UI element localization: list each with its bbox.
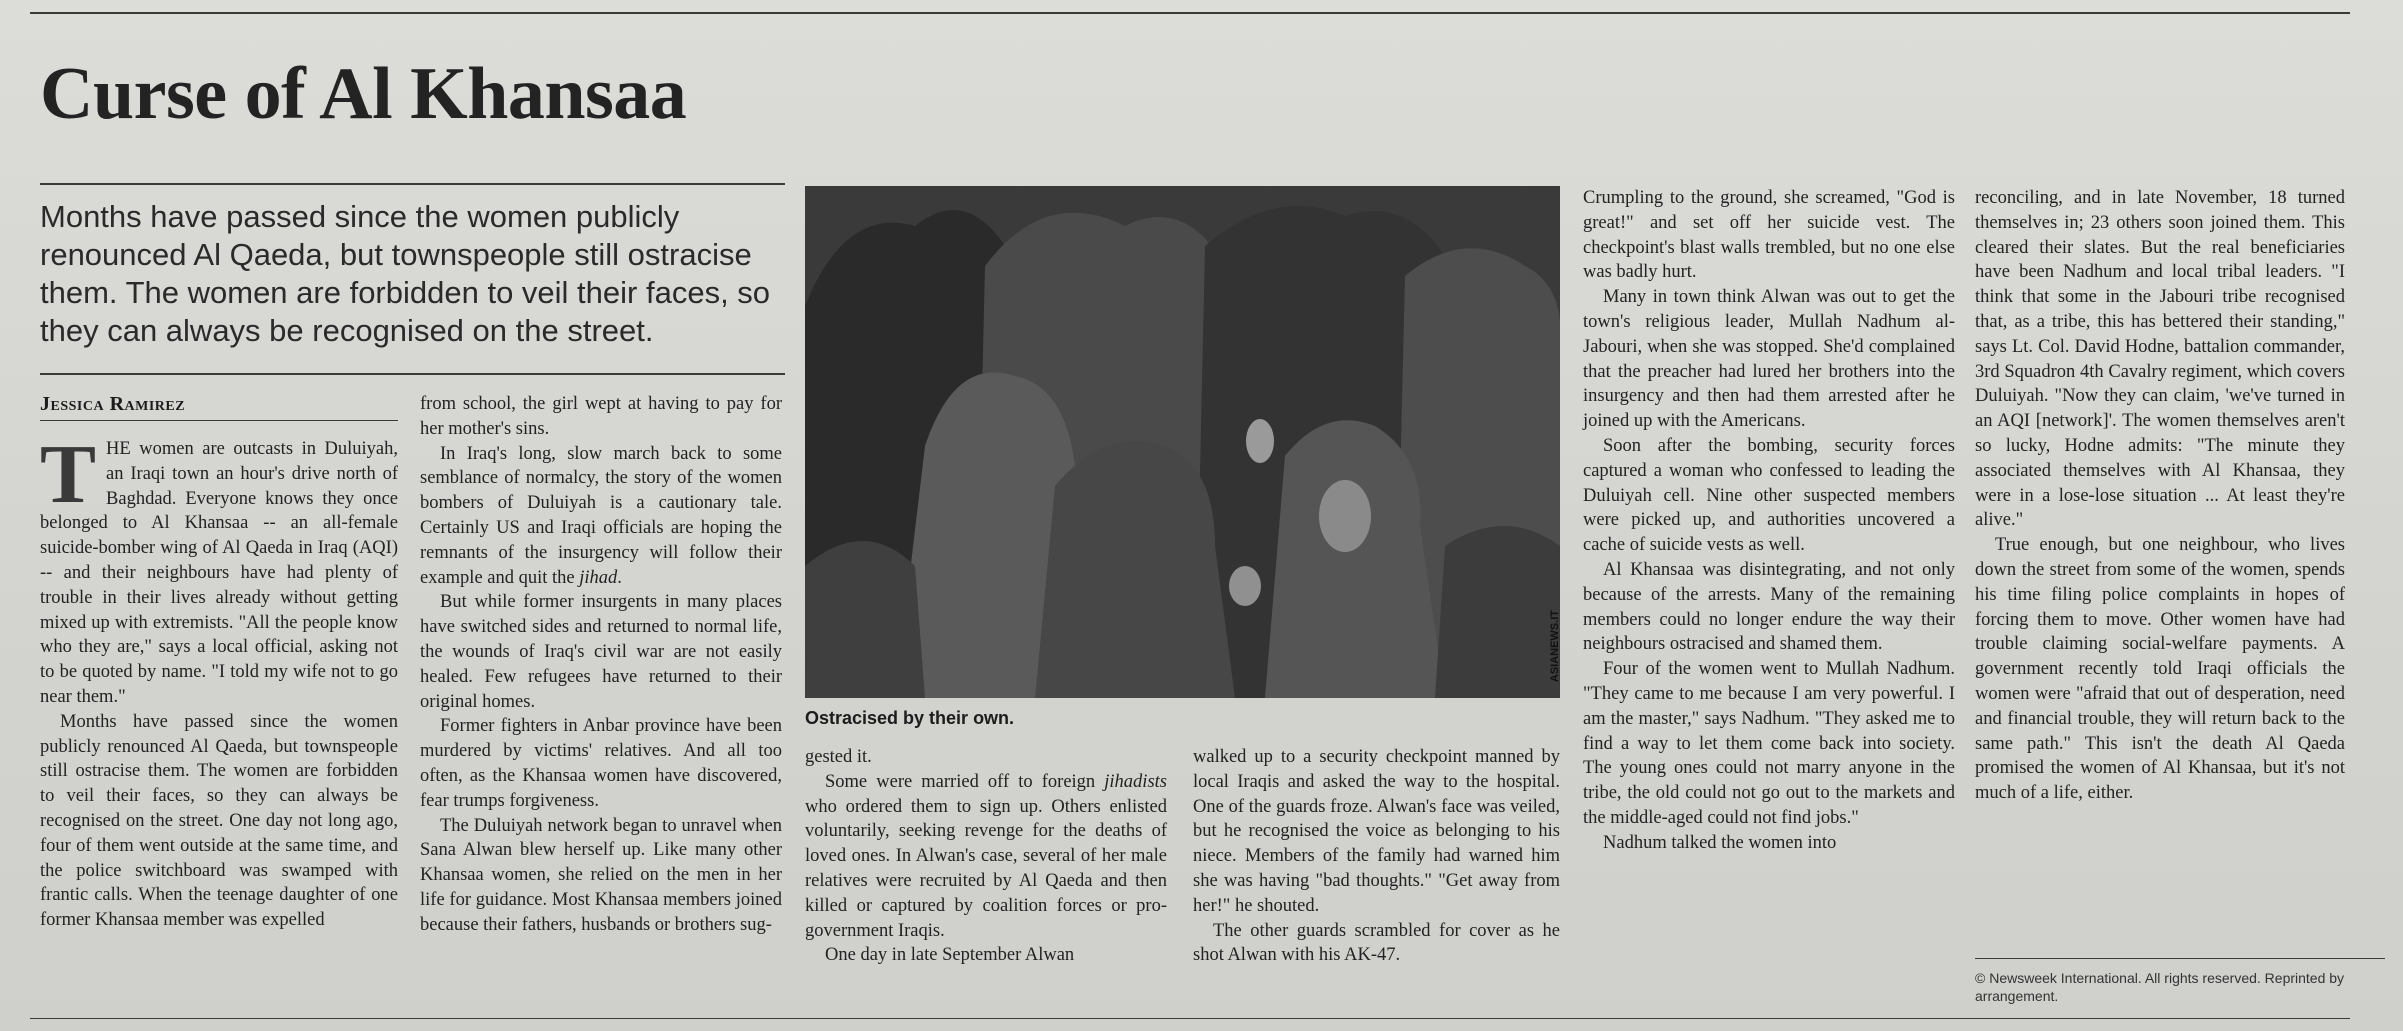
copyright-rule <box>1975 958 2385 959</box>
column-5-paragraph-6: Nadhum talked the women into <box>1603 832 1837 853</box>
column-5 <box>1583 186 1955 856</box>
photo-veiled-women <box>805 186 1560 698</box>
column-5-paragraph-2: Many in town think Alwan was out to get the town's religious leader, Mullah Nadhum al-Jabouri, when she was stopped. She'd complained that the preacher had lured her brothers into the insurgency and then had them arrested after he joined up with the Americans. <box>1583 287 1955 432</box>
column-3-paragraph-2 <box>805 770 1167 944</box>
column-3-paragraph-1: gested it. <box>805 747 872 767</box>
column-5-paragraph-4: Al Khansaa was disintegrating, and not only because of the arrests. Many of the remaining members could no longer endure the way their neighbours ostracised and shamed them. <box>1583 559 1955 655</box>
deck-top-rule <box>40 183 785 185</box>
column-2 <box>420 392 782 938</box>
headline: Curse of Al Khansaa <box>40 53 687 135</box>
byline-rule <box>40 420 398 421</box>
column-5-paragraph-5: Four of the women went to Mullah Nadhum. "They came to me because I am very powerful. I am the master," says Nadhum. "They asked me to find a way to let them come back into society. The young ones could not marry anyone in the tribe, the old could not go out to the markets and the middle-aged could not find jobs." <box>1583 659 1955 828</box>
bottom-rule <box>30 1018 2350 1019</box>
column-3 <box>805 745 1167 968</box>
column-6-paragraph-1: reconciling, and in late November, 18 turned themselves in; 23 others soon joined them. This cleared their slates. But the real beneficiaries have been Nadhum and local tribal leaders. "I think that some in the Jabouri tribe recognised that, as a tribe, this has bettered their standing," says Lt. Col. David Hodne, battalion commander, 3rd Squadron 4th Cavalry regiment, which covers Duluiyah. "Now they can claim, 'we've turned in an AQI [network]'. The women themselves aren't so lucky, Hodne admits: "The minute they associated themselves with Al Khansaa, they were in a lose-lose situation ... At least they're alive." <box>1975 188 2345 531</box>
column-4-paragraph-2: The other guards scrambled for cover as he shot Alwan with his AK-47. <box>1193 920 1560 966</box>
column-2-paragraph-2 <box>420 442 782 591</box>
column-1 <box>40 428 398 933</box>
column-3-text-2c: who ordered them to sign up. Others enlisted voluntarily, seeking revenge for the deaths of loved ones. In Alwan's case, several of her male relatives were recruited by Al Qaeda and then killed or captured by coalition forces or pro-government Iraqis. <box>805 796 1167 941</box>
photo-credit: ASIANEWS.IT <box>1549 610 1561 683</box>
column-2-paragraph-3: But while former insurgents in many places have switched sides and returned to normal life, the wounds of Iraq's civil war are not easily healed. Few refugees have returned to their original homes. <box>420 592 782 712</box>
photo-caption: Ostracised by their own. <box>805 708 1015 728</box>
column-2-paragraph-5: The Duluiyah network began to unravel when Sana Alwan blew herself up. Like many other Khansaa women, she relied on the men in her life for guidance. Most Khansaa members joined because their fathers, husbands or brothers sug- <box>420 815 782 935</box>
column-6-paragraph-2: True enough, but one neighbour, who lives down the street from some of the women, spends his time filing police complaints in hopes of forcing them to move. Other women have had trouble claiming social-welfare payments. A government recently told Iraqi officials the women were "afraid that out of desperation, need and financial trouble, they will return back to the same path." This isn't the death Al Qaeda promised the women of Al Khansaa, but it's not much of a life, either. <box>1975 535 2345 804</box>
top-rule <box>30 12 2350 14</box>
drop-cap: T <box>40 428 97 521</box>
column-4-paragraph-1: walked up to a security checkpoint manned by local Iraqis and asked the way to the hospital. One of the guards froze. Alwan's face was veiled, but he recognised the voice as belonging to his niece. Members of the family had warned him she was having "bad thoughts." "Get away from her!" he shouted. <box>1193 747 1560 916</box>
column-4 <box>1193 745 1560 968</box>
column-5-paragraph-3: Soon after the bombing, security forces captured a woman who confessed to leading the Duluiyah cell. Nine other suspected members were picked up, and authorities uncovered a cache of suicide vests as well. <box>1583 435 1955 556</box>
column-5-paragraph-1: Crumpling to the ground, she screamed, "God is great!" and set off her suicide vest. The checkpoint's blast walls trembled, but no one else was badly hurt. <box>1583 188 1955 283</box>
byline: Jessica Ramirez <box>40 393 186 415</box>
column-1-paragraph-1 <box>40 428 398 710</box>
column-3-text-2a: Some were married off to foreign <box>825 771 1105 792</box>
column-2-paragraph-4: Former fighters in Anbar province have been murdered by victims' relatives. And all too often, as the Khansaa women have discovered, fear trumps forgiveness. <box>420 716 782 811</box>
deck: Months have passed since the women publicly renounced Al Qaeda, but townspeople still ostracise them. The women are forbidden to veil their faces, so they can always be recognised on the street. <box>40 199 771 348</box>
column-2-text-2a: In Iraq's long, slow march back to some semblance of normalcy, the story of the women bombers of Duluiyah is a cautionary tale. Certainly US and Iraqi officials are hoping the remnants of the insurgency will follow their example and quit the <box>420 443 782 588</box>
column-2-text-2c: . <box>617 567 622 588</box>
column-1-text-1: HE women are outcasts in Duluiyah, an Iraqi town an hour's drive north of Baghdad. Everyone knows they once belonged to Al Khansaa -- an all-female suicide-bomber wing of Al Qaeda in Iraq (AQI) -- and their neighbours have had plenty of trouble in their lives already without getting mixed up with extremists. "All the people know who they are," says a local official, asking not to be quoted by name. "I told my wife not to go near them." <box>40 439 398 707</box>
column-2-paragraph-1: from school, the girl wept at having to pay for her mother's sins. <box>420 394 782 439</box>
jihad-italic: jihad <box>579 567 618 588</box>
photo-illustration <box>805 186 1560 698</box>
column-6 <box>1975 186 2345 806</box>
deck-bottom-rule <box>40 373 785 375</box>
copyright-notice: © Newsweek International. All rights reserved. Reprinted by arrangement. <box>1975 970 2345 1004</box>
column-3-paragraph-3: One day in late September Alwan <box>825 945 1075 966</box>
column-1-paragraph-2: Months have passed since the women publicly renounced Al Qaeda, but townspeople still ostracise them. The women are forbidden to veil their faces, so they can always be recognised on the street. One day not long ago, four of them went outside at the same time, and the police switchboard was swamped with frantic calls. When the teenage daughter of one former Khansaa member was expelled <box>40 711 398 931</box>
jihadists-italic: jihadists <box>1104 771 1167 792</box>
